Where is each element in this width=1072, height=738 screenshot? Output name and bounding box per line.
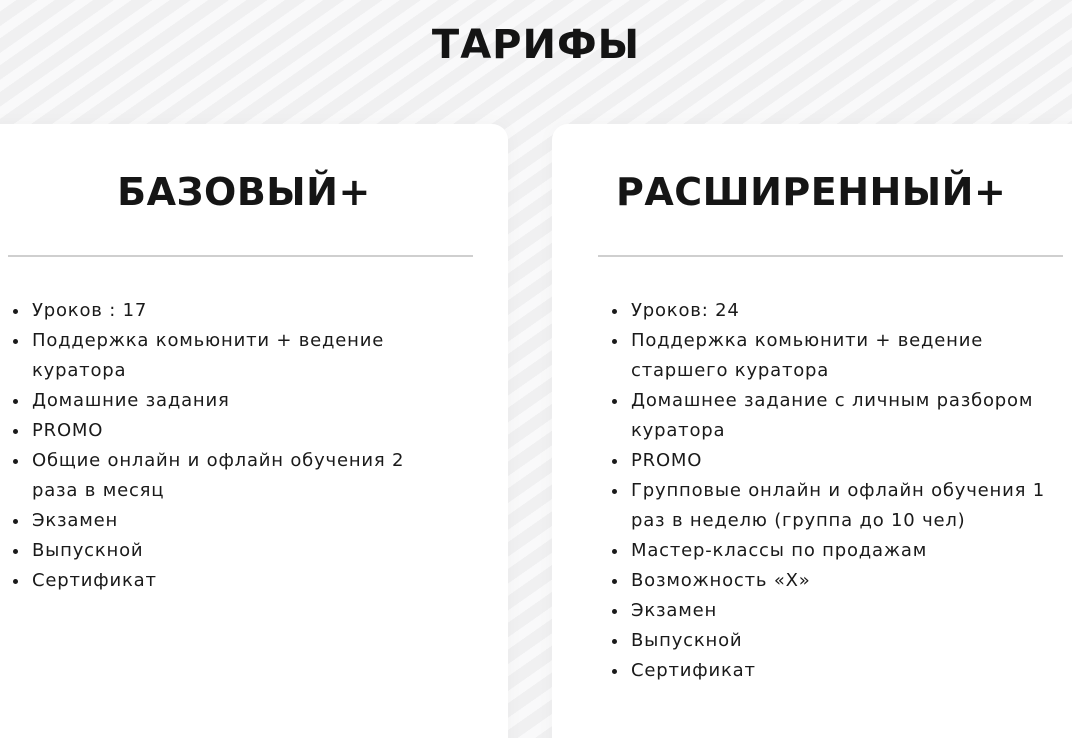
feature-text: Групповые онлайн и офлайн обучения 1 раз в неделю (группа до 10 чел) [631, 480, 1046, 531]
feature-text: Сертификат [631, 660, 756, 681]
bullet-icon [612, 549, 617, 554]
feature-text: Поддержка комьюнити + ведение старшего куратора [631, 330, 984, 381]
feature-item [631, 566, 1051, 596]
feature-item [631, 596, 1051, 626]
bullet-icon [612, 309, 617, 314]
bullet-icon [612, 639, 617, 644]
feature-item [32, 326, 412, 386]
feature-item [631, 536, 1051, 566]
bullet-icon [612, 609, 617, 614]
feature-text: Поддержка комьюнити + ведение куратора [32, 330, 385, 381]
feature-text: Уроков : 17 [32, 300, 148, 321]
plan-card-extended [552, 124, 1072, 738]
bullet-icon [13, 519, 18, 524]
feature-text: Уроков: 24 [631, 300, 740, 321]
divider [8, 255, 473, 257]
feature-list [32, 296, 412, 596]
bullet-icon [13, 309, 18, 314]
bullet-icon [612, 339, 617, 344]
feature-text: Общие онлайн и офлайн обучения 2 раза в месяц [32, 450, 405, 501]
bullet-icon [612, 459, 617, 464]
bullet-icon [13, 429, 18, 434]
bullet-icon [612, 579, 617, 584]
bullet-icon [13, 399, 18, 404]
feature-text: Сертификат [32, 570, 157, 591]
feature-text: Выпускной [32, 540, 144, 561]
feature-text: PROMO [631, 450, 703, 471]
feature-item [631, 326, 1051, 386]
feature-item [631, 446, 1051, 476]
feature-item [32, 296, 412, 326]
feature-item [631, 656, 1051, 686]
bullet-icon [13, 549, 18, 554]
bullet-icon [612, 399, 617, 404]
feature-item [32, 416, 412, 446]
feature-text: Мастер-классы по продажам [631, 540, 928, 561]
bullet-icon [13, 579, 18, 584]
feature-text: Экзамен [631, 600, 718, 621]
bullet-icon [612, 489, 617, 494]
divider [598, 255, 1063, 257]
bullet-icon [13, 339, 18, 344]
bullet-icon [13, 459, 18, 464]
feature-text: Домашнее задание с личным разбором куратора [631, 390, 1034, 441]
feature-text: Домашние задания [32, 390, 230, 411]
plan-card-basic [0, 124, 508, 738]
feature-item [32, 446, 412, 506]
feature-text: Выпускной [631, 630, 743, 651]
feature-text: Экзамен [32, 510, 119, 531]
feature-text: PROMO [32, 420, 104, 441]
feature-text: Возможность «Х» [631, 570, 811, 591]
feature-item [631, 296, 1051, 326]
feature-item [32, 506, 412, 536]
feature-item [32, 566, 412, 596]
page-title: ТАРИФЫ [431, 22, 641, 68]
feature-item [631, 386, 1051, 446]
feature-item [32, 386, 412, 416]
feature-list [631, 296, 1051, 686]
bullet-icon [612, 669, 617, 674]
feature-item [32, 536, 412, 566]
plan-title: БАЗОВЫЙ+ [117, 170, 371, 214]
feature-item [631, 476, 1051, 536]
feature-item [631, 626, 1051, 656]
plan-title: РАСШИРЕННЫЙ+ [616, 170, 1007, 214]
